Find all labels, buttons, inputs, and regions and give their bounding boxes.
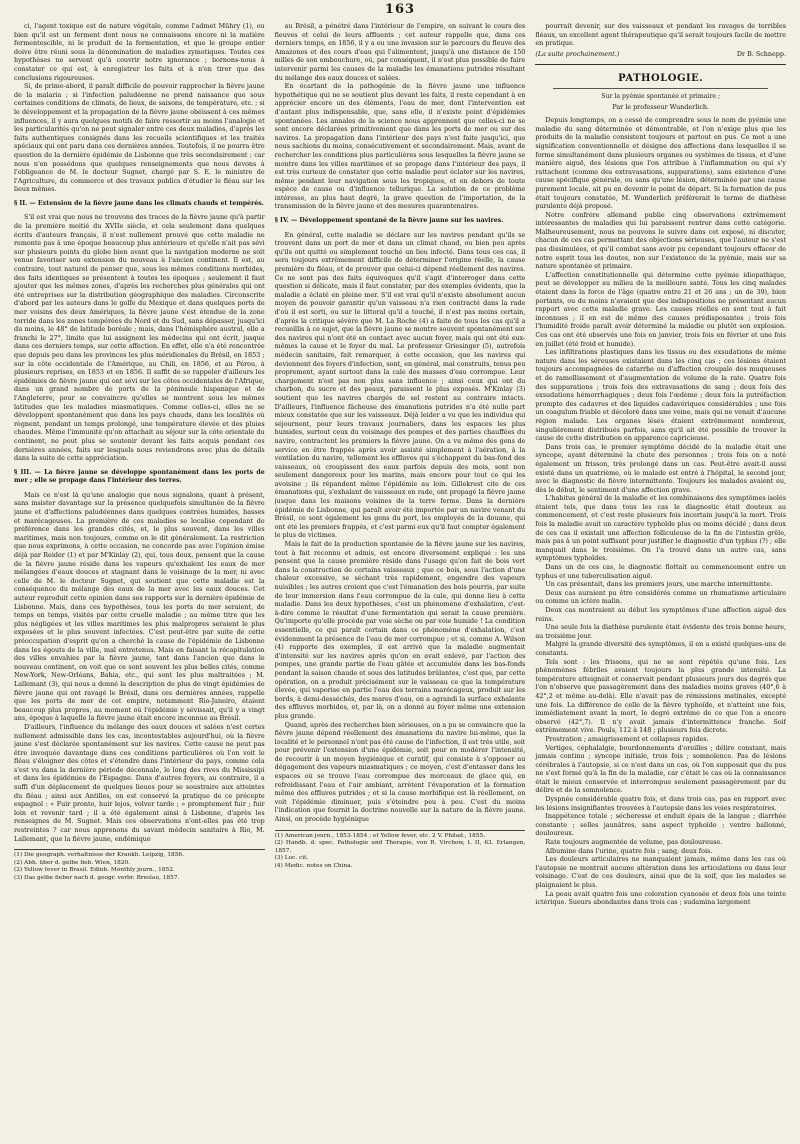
footnote: (2) Abh. über d. gelbe fieb. Wien, 1820. xyxy=(14,859,131,866)
continuation-note: (La suite prochainement.) xyxy=(535,49,620,58)
paragraph: Mais le fait de la production spontanée de la fièvre jaune sur les navires, tout à fait reconnu et admis, est encore diversement expliqué : les uns pensent que la cause première réside dans l'usage qu'on fait de bois vert dans la construction de certains vaisseaux ; que ce bois, sous l'action d'une chaleur excessive, se séchant très rapidement, engendre des vapeurs nuisibles ; les autres croient que c'est l'émanation des bois pourris, par suite de leur immersion dans l'eau corrompue de la cale, qui donne lieu à cette maladie. Dans les deux hypothèses, c'est un phénomène d'exhalation, c'est-à-dire comme le résultat d'une fermentation qui serait la cause première. Qu'importe qu'elle procède par voie sèche ou par voie humide ! La condition essentielle, ce qui paraît certain dans ce phénomène d'exhalation, c'est évidemment la présence de l'eau de mer corrompue ; et si, comme A. Wilson (4) rapporte des exemples, il est arrivé que la maladie augmentait d'intensité sur les navires après qu'on en avait enlevé, par l'action des pompes, une grande partie de l'eau gâtée et accumulée dans les bas-fonds pendant la saison chaude et sous des latitudes brûlantes, c'est que, par cette opération, on a produit précisément sur le vaisseau ce que la température élevée, qui vaporise en partie l'eau des terrains marécageux, produit sur les bords, à demi-desséchés, des mares d'eau, on a agrandi la surface exhalante des effluves morbides, et, par là, on a donné au foyer même une extension plus grande. xyxy=(274,540,526,720)
paragraph: En général, cette maladie se déclare sur les navires pendant qu'ils se trouvent dans un port de mer et dans un climat chaud, ou bien peu après qu'ils ont quitté ou simplement touché un lieu infecté. Dans tous ces cas, il sera toujours extrêmement difficile de déterminer l'origine réelle, la cause première du fléau, et de prouver que celui-ci dépend réellement des navires. Ce ne sont pas des faits équivoques qu'il s'agit d'interroger dans cette question si délicate, mais il faut constater, par des exemples évidents, que la maladie a éclaté en pleine mer. S'il est vrai qu'il n'existe absolument aucun moyen de pouvoir garantir qu'un vaisseau n'a rien contracté dans la rade d'où il est sorti, ou sur le littoral qu'il a touché, il n'est pas moins certain, d'après la critique sévère que M. La Roche (4) a faite de tous les cas qu'il a recueillis à ce sujet, que la fièvre jaune se montre souvent spontanément sur des navires qui n'ont été en contact avec aucun foyer, mais qui ont été eux-mêmes la cause et le foyer du mal. Le professeur Griesinger (5), autrefois médecin sanitaire, fait remarquer, à cette occasion, que les navires qui deviennent des foyers d'infection, sont, en général, mal construits, tenus peu proprement, ayant surtout dans la cale des masses d'eau corrompue. Leur chargement n'est pas non plus sans influence ; ainsi ceux qui ont du charbon, du sucre et des peaux, paraissent le plus exposés. M'Kinlay (3) soutient que les navires chargés de sel restent au contraire intacts. D'ailleurs, l'influence fâcheuse des émanations putrides n'a été nulle part mieux constatée que sur les vaisseaux. Déjà leider a vu que les individus qui séjournent, pour leurs travaux journaliers, dans les espaces les plus humides, surtout ceux du voisinage des pompes et des parties chauffées du navire, contractent les premiers la fièvre jaune. On a vu même des gens de service en être frappés après avoir assisté simplement à l'aération, à la ventilation du navire, tellement les effluves qui s'échappent du bas-fond des vaisseaux, où croupissent des eaux parfois depuis des mois, sont non seulement dangereux pour les marins, mais encore pour tout ce qui les avoisine ; ils répandent même l'épidémie au loin. Gillekrest cite de ces émanations qui, s'exhalant de vaisseaux en rade, ont propagé la fièvre jaune jusque dans les maisons voisines de la terre ferme. Dans la dernière épidémie de Lisbonne, qui paraît avoir été importée par un navire venant du Brésil, ce sont également les gens du port, les employés de la douane, qui ont été les premiers frappés, et c'est parmi eux qu'il faut compter également le plus de victimes. xyxy=(274,230,526,540)
author-signature: Dr B. Schnepp. xyxy=(736,49,787,58)
column-3 xyxy=(535,22,786,1140)
paragraph: S'il est vrai que nous ne trouvons des traces de la fièvre jaune qu'à partir de la première moitié du XVIIe siècle, et cela seulement dans quelques écrits d'auteurs français, il n'est nullement prouvé que cette maladie ne remonte pas à une époque beaucoup plus antérieure et qu'elle n'ait pas sévi sur plusieurs points du globe bien avant que la navigation moderne ne soit venue favoriser son extension du nouveau à l'ancien continent. Il est, au contraire, tout naturel de penser que, sous les mêmes conditions morbides, des faits identiques se présentent à toutes les époques ; seulement il faut ajouter que les mêmes zones, d'après les recherches plus générales qui ont été entreprises sur la distribution géographique des maladies. Circonscrite d'abord par les auteurs dans le golfe du Mexique et dans quelques ports de mer voisins des deux Amériques, la fièvre jaune s'est étendue de la zone torride dans les zones tempérées du Nord et du Sud, sans dépasser, jusqu'ici du moins, le 48° de latitude boréale ; mais, dans l'hémisphère austral, elle a franchi le 27°, limite que lui assignent les médecins qui ont écrit, jusque dans ces derniers temps, sur cette affection. En effet, elle n'a été rencontrée que depuis peu dans les provinces les plus méridionales du Brésil, en 1853 ; sur la côte occidentale de l'Amérique, au Chili, en 1856, et au Pérou, à plusieurs reprises, en 1853 et en 1856. Il suffit de se rappeler d'ailleurs les épidémies de fièvre jaune qui ont sévi sur les côtes occidentales de l'Afrique, dans un grand nombre de ports de la péninsule hispanique et de l'Angleterre, pour se convaincre qu'elles se montrent sous les mêmes latitudes que les maladies miasmatiques. Comme celles-ci, elles ne se développent spontanément que dans les pays chauds, dans les localités où règnent, pendant un temps prolongé, une température élevée et des pluies chaudes. Même l'immunité qu'on attachait au séjour sur la côte orientale du continent, ne peut plus se soutenir devant les faits acquis pendant ces dernières années, faits sur lesquels nous reviendrons avec plus de détails dans la suite de cette appréciation. xyxy=(14,213,265,463)
section-heading: § IV. — Développement spontané de la fièvre jaune sur les navires. xyxy=(274,217,504,225)
paragraph: Inappétence totale ; sécheresse et enduit épais de la langue ; diarrhée constante ; selles jaunâtres, sans aspect typhoïde ; ventre ballonné, douloureux. xyxy=(535,812,787,838)
footnote: (3) Loc. cit. xyxy=(274,855,309,862)
footnote: (1) American journ., 1853-1854 ; et Yellow fever, etc. 2 V. Philad., 1855. xyxy=(274,832,486,839)
footnote: (2) Handb. d. spec. Pathologie und Therapie, von R. Virchow, t. II, 63. Erlangen, 1857. xyxy=(274,840,526,854)
column-2 xyxy=(275,22,526,1140)
divider xyxy=(535,64,786,65)
article-title: Sur la pyémie spontanée et primaire ; xyxy=(601,92,721,100)
paragraph: En écartant de la pathogénie de la fièvre jaune une influence hypothétique qui ne se soutient plus devant les faits, il reste cependant à en apprécier encore un des éléments, l'eau de mer, dont l'intervention est d'autant plus indispensable, que, sans elle, il n'existe point d'épidémies spontanées. Les annales de la science nous apprennent que celles-ci ne se sont encore déclarées primitivement que dans les ports de mer ou sur des navires. La propagation dans l'intérieur des pays n'est faite jusqu'ici, que nous sachions du moins, consécutivement et secondairement. Mais, avant de rechercher les conditions plus particulières sous lesquelles la fièvre jaune se montre dans les villes maritimes et se propage dans l'intérieur des pays, il est très curieux de constater que cette maladie peut éclater sur les navires, même pendant leur navigation sous les tropiques, et en dehors de toute espèce de cause ou d'influence tellurique. La solution de ce problème intéresse, au plus haut degré, la grave question de l'importation, de la transmission de la fièvre jaune et des mesures quarantenaires. xyxy=(274,82,526,211)
article-byline: Par le professeur Wunderlich. xyxy=(612,102,710,111)
paragraph: Quand, après des recherches bien sérieuses, on a pu se convaincre que la fièvre jaune dépend réellement des émanations du navire lui-même, que la localité et le personnel n'ont pas été cause de l'infection, il est très utile, soit pour prévenir l'extension d'une épidémie, soit pour en modérer l'intensité, de recourir à un moyen hygiénique et curatif, qui consiste à s'opposer au dégagement des vapeurs miasmatiques ; ce moyen, c'est d'entasser dans les espaces où se trouve l'eau corrompue des morceaux de glace qui, en refroidissant l'eau et l'air ambiant, arrêtent l'évaporation et la formation même des effluves putrides ; et si la cause morbifique est là réellement, on voit l'épidémie diminuer, puis s'éteindre peu à peu. C'est du moins l'indication que fournit la doctrine nouvelle sur la nature de la fièvre jaune. Ainsi, on procède hygiénique xyxy=(274,720,526,824)
paragraph: Deux cas auraient pu être considérés comme un rhumatisme articulaire ou comme un ictère malin. xyxy=(535,588,787,606)
footnotes xyxy=(14,849,265,882)
paragraph: La peau avait quatre fois une coloration cyanosée et deux fois une teinte ictérique. Sueurs abondantes dans trois cas ; sudamina largement xyxy=(535,889,787,907)
section-title: PATHOLOGIE. xyxy=(618,73,704,85)
section-heading: § II. — Extension de la fièvre jaune dans les climats chauds et tempérés. xyxy=(14,199,264,207)
signature-line xyxy=(535,50,786,59)
paragraph: Malgré la grande diversité des symptômes, il en a existé quelques-uns de constants. xyxy=(535,640,787,657)
paragraph: pourrait devenir, sur des vaisseaux et pendant les ravages de terribles fléaux, un excellent agent thérapeutique qu'il serait toujours facile de mettre en pratique. xyxy=(535,22,787,48)
paragraph: Dyspnée considérable quatre fois, et dans trois cas, pas en rapport avec les lésions insignifiantes trouvées à l'autopsie dans les voies respiratoires. xyxy=(535,795,787,812)
paragraph: Albumine dans l'urine, quatre fois ; sang, deux fois. xyxy=(545,846,713,855)
paragraph: L'affection constitutionnelle qui détermine cette pyémie idiopathique, peut se développer au milieu de la meilleure santé. Tous les cinq malades étaient dans la force de l'âge (quatre entre 21 et 26 ans ; un de 39), bien portants, ou du moins n'avaient que des indispositions ne présentant aucun rapport avec cette maladie grave. Les causes réelles en sont tout à fait inconnues ; il en est de même des causes prédisposantes ; trois fois l'humidité froide paraît avoir déterminé la maladie ou plutôt son explosion. Ces cas ont été observés une fois en janvier, trois fois en février et une fois en juillet (été froid et humide). xyxy=(535,270,787,348)
paragraph: Tels sont : les frissons, qui ne se sont répétés qu'une fois. Les phénomènes fébriles avaient toujours la plus grande intensité. La température atteignait et conservait pendant plusieurs jours des degrés que l'on n'observe que passagèrement dans des maladies moins graves (40°,6 à 42°,2 et même au-delà). Elle n'avait pas de rémissions matinales, excepté une fois. La différence de celle de la fièvre typhoïde, et n'atteint une fois, immédiatement avant la mort, le degré extrême de ce que l'on a encore observé (42°,7). Il n'y avait jamais d'intermittence franche. Soif extrêmement vive. Pouls, 112 à 148 ; plusieurs fois dicrote. xyxy=(535,657,787,735)
paragraph: D'ailleurs, l'influence du mélange des eaux douces et salées n'est certes nullement admissible dans les cas, incontestables aujourd'hui, où la fièvre jaune s'est déclarée spontanément sur les navires. Cette cause ne peut pas être invoquée davantage dans ces conditions particulières où l'on voit le fléau s'éloigner des côtes et s'étendre dans l'intérieur du pays, comme cela s'est vu dans la dernière période décennale, le long des rives du Mississipi et dans les épidémies de l'Espagne. Dans d'autres foyers, au contraire, il a suffi d'un déplacement de quelques lieues pour se soustraire aux atteintes du fléau ; ainsi aux Antilles, on est conservé la pratique de ce précepte espagnol : « Fuir pronto, huir lejos, volver tarde ; » promptement fuir ; fuir loin et revenir tard ; il a été également ainsi à Lisbonne, d'après les renseignes de M. Sugnet. Mais ces observations n'ont-elles pas été trop restreintes ? car nous apprenons du savant médecin sanitaire à Rio, M. Lallemant, que la fièvre jaune, endémique xyxy=(14,722,265,843)
paragraph: ci, l'agent toxique est de nature végétale, comme l'admet Mühry (1), ou bien qu'il est un ferment dont nous ne connaissons encore ni la matière fermentescible, ni le produit de la fermentation, et que le groupe entier doive être réuni sous la dénomination de maladies zymotiques. Toutes ces hypothèses ne servent qu'à couvrir notre ignorance ; bornons-nous à constater ce qui est, à enregistrer les faits et à n'en tirer que des conclusions rigoureuses. xyxy=(14,22,265,82)
columns xyxy=(14,22,786,1140)
footnote: (1) Die geograph. verhaltnisse der Krankh. Leipzig, 1856. xyxy=(14,852,184,859)
page-number: 163 xyxy=(384,2,416,17)
paragraph: Si, de prime-abord, il paraît difficile de pouvoir rapprocher la fièvre jaune de la malaria ; si l'infection paludéenne ne prend naissance que sous certaines conditions de climats, de lieux, de saisons, de température, etc. ; si le développement et la propagation de la fièvre jaune obéissent à ces mêmes influences, il y aura quelques motifs de faire ressortir au moins l'analogie et les particularités qu'on ne peut signaler entre ces deux maladies, d'après les faits authentiques consignés dans les recueils scientifiques et les traités spéciaux qui ont paru dans ces dernières années. Toutefois, il ne pourra être question de la dernière épidémie de Lisbonne que très secondairement ; car nous n'en possédons que quelques renseignements que nous devons à l'obligeance de M. le docteur Sugnet, chargé par S. E. le ministre de l'Agriculture, du commerce et des travaux publics d'étudier le fléau sur les lieux mêmes. xyxy=(14,82,265,194)
paragraph: Dans trois cas, le premier symptôme décidé de la maladie était une syncope, ayant déterminé la chute des personnes ; trois fois on a noté également un frisson, très prolongé dans un cas. Peut-être avait-il aussi existé dans un quatrième, où le malade est entré à l'hôpital, le second jour, avec le diagnostic de fièvre intermittente. Toujours les malades avaient eu, dès le début, le sentiment d'une affection grave. xyxy=(535,442,787,494)
paragraph: Une seule fois la diathèse purulente était évidente dès trois bonne heure, au troisième jour. xyxy=(535,623,787,640)
footnote: (4) Medic. notes on China. xyxy=(274,863,353,869)
paragraph: Vertiges, céphalalgie, bourdonnements d'oreilles ; délire constant, mais jamais continu ; syncope initiale, trois fois ; somnolence. Pas de lésions cérébrales à l'autopsie, si ce n'est dans un cas, où l'on supposait que du pus ne s'est formé qu'à la fin de la maladie, car c'était le cas où la connaissance était le mieux conservée et interrompue seulement passagèrement par du délire et de la somnolence. xyxy=(535,743,787,795)
footnote: (3) Das gelbe fieber nach d. geogr. verbr. Breslau, 1857. xyxy=(14,875,180,881)
column-1 xyxy=(14,22,265,1140)
paragraph: Notre confrère allemand publie cinq observations extrêmement intéressantes de maladies qui lui paraissent rentrer dans cette catégorie. Malheureusement, nous ne pouvons le suivre dans cet exposé, ni discuter, chacun de ces cas permettant des objections sérieuses, que l'auteur ne s'est pas dissimulées, et qu'il combat sans avoir pu cependant toujours effacer de notre esprit tous les doutes, non sur l'existence de la pyémie, mais sur sa nature spontanée et primaire. xyxy=(535,210,787,271)
paragraph: Deux cas montraient au début les symptômes d'une affection aiguë des reins. xyxy=(535,606,787,623)
section-heading: § III. — La fièvre jaune se développe spontanément dans les ports de mer ; elle se propage dans l'intérieur des terres. xyxy=(14,468,265,485)
paragraph: au Brésil, a pénétré dans l'intérieur de l'empire, en suivant le cours des fleuves et celui de leurs affluents ; cet auteur rappelle que, dans ces derniers temps, en 1856, il y a eu une invasion sur le parcours du fleuve des Amazones et des cours d'eau qui l'alimentent, jusqu'à une distance de 150 milles de son embouchure, où, par conséquent, il n'est plus possible de faire intervenir parmi les causes de la maladie les émanations putrides résultant du mélange des eaux douces et salées. xyxy=(274,22,526,82)
footnotes xyxy=(275,830,526,871)
paragraph: Prostration ; amaigrissement et collapsus rapides. xyxy=(545,734,709,743)
paragraph: Les infiltrations plastiques dans les tissus ou des exsudations de même nature dans les séreuses existaient dans les cinq cas ; ces lésions étaient toujours accompagnées de catarrhe ou d'affection croupale des muqueuses et de ramollissement et d'augmentation de volume de la rate. Quatre fois des suppurations ; trois fois des extravasations de sang ; deux fois des exsudations hémorrhagiques ; deux fois l'œdème ; deux fois la putréfaction prompte des cadavres et des liquides cadavériques considérables ; une fois un coagulum friable et décoloré dans une veine, mais qui ne venait d'aucune région malade. Les organes lésés étaient extrêmement nombreux, singulièrement distribués parfois, sans qu'il ait été possible de trouver la cause de cette distribution en apparence capricieuse. xyxy=(535,348,787,443)
paragraph: Les douleurs articulaires ne manquaient jamais, même dans les cas où l'autopsie ne montrait aucune altération dans les articulations ou dans leur voisinage. C'est de ces douleurs, ainsi que de la soif, que les malades se plaignaient le plus. xyxy=(535,855,787,889)
paragraph: Depuis longtemps, on a cessé de comprendre sous le nom de pyémie une maladie du sang déterminée et démontrable, et l'on n'exige plus que les produits de la maladie consistent toujours et partout en pus. Ce mot a une signification conventionnelle et désigne des affections dans lesquelles il se forme simultanément dans plusieurs organes ou systèmes de tissus, et d'une manière aiguë, des lésions que l'on attribue à l'inflammation ou qui s'y rattachent (comme des extravasations, suppurations), sans existence d'une cause spécifique générale, ou sans qu'une lésion, déterminée par une cause purement locale, ait pu en devenir le point de départ. Si la formation de pus était toujours constatée, M. Wunderlich préférerait le terme de diathèse purulente déjà proposé. xyxy=(535,116,787,211)
divider xyxy=(553,88,768,89)
paragraph: Mais ce n'est là qu'une analogie que nous signalons, quant à présent, sans insister davantage sur la présence quelquefois simultanée de la fièvre jaune et d'affections paludéennes dans quelques contrées humides, basses et marécageuses. La première de ces maladies se localise cependant de préférence dans les grandes cités, et, le plus souvent, dans les villes maritimes, mais non toujours, comme on le dit généralement. La restriction que nous exprimons, à cette occasion, ne concorde pas avec l'opinion émise déjà par Reider (1) et par M'Kinlay (2), qui, tous deux, pensent que la cause de la fièvre jaune réside dans les vapeurs qu'exhalent les eaux de mer mélangées d'eaux douces et stagnant dans le voisinage de la mer, ni avec celle de M. le docteur Sugnet, qui soutient que cette maladie est la conséquence du mélange des eaux de la mer avec les eaux douces. Cet auteur reproduit cette opinion dans ses rapports sur la dernière épidémie de Lisbonne. Mais, dans ces hypothèses, tous les ports de mer seraient, de temps en temps, visités par cette cruelle maladie ; au même titre que les plus négligées et les villes maritimes les plus malpropres seraient le plus exposées et le plus souvent infectées. C'est peut-être par suite de cette préoccupation d'esprit qu'on a cherché la cause de l'épidémie de Lisbonne dans les égouts de la ville, mal entretenus. Mais en faisant la récapitulation des villes envahies par la fièvre jaune, tant dans l'ancien que dans le nouveau continent, on voit que ce sont souvent les plus belles cités, comme New-York, New-Orléans, Bahia, etc., qui sont les plus maltraitées ; M. Lallemant (3), qui nous a donné la description de plus de vingt épidémies de fièvre jaune qui ont ravagé le Brésil, dans ces dernières années, rappelle que les ports de mer de cet empire, notamment Rio-Janeiro, étaient beaucoup plus propres, au moment où l'épidémie y sévissait, qu'il y a vingt ans, époque à laquelle la fièvre jaune était encore inconnue au Brésil. xyxy=(14,490,265,723)
paragraph: Rate toujours augmentée de volume, pas douloureuse. xyxy=(545,838,723,847)
footnote: (2) Yellow fever in Brasil. Edinb. Monthly journ., 1852. xyxy=(14,867,175,874)
paragraph: Un cas présentait, dans les premiers jours, une marche intermittente. xyxy=(545,580,773,589)
paragraph: L'habitus général de la maladie et les combinaisons des symptômes isolés étaient tels, que dans tous les cas le diagnostic était douteux au commencement, et c'est reste plusieurs fois incertain jusqu'à la mort. Trois fois la maladie avait un caractère typhoïde plus ou moins décidé ; dans deux de ces cas il existait une affection folliculeuse de la fin de l'intestin grêle, mais pas à un point suffisant pour justifier le diagnostic d'un typhus (?) ; elle manquait dans le troisième. On l'a trouvé dans un autre cas, sans symptômes typhoïdes. xyxy=(535,494,787,563)
paragraph: Dans un de ces cas, le diagnostic flottait au commencement entre un typhus et une tuberculisation aiguë. xyxy=(535,563,787,580)
